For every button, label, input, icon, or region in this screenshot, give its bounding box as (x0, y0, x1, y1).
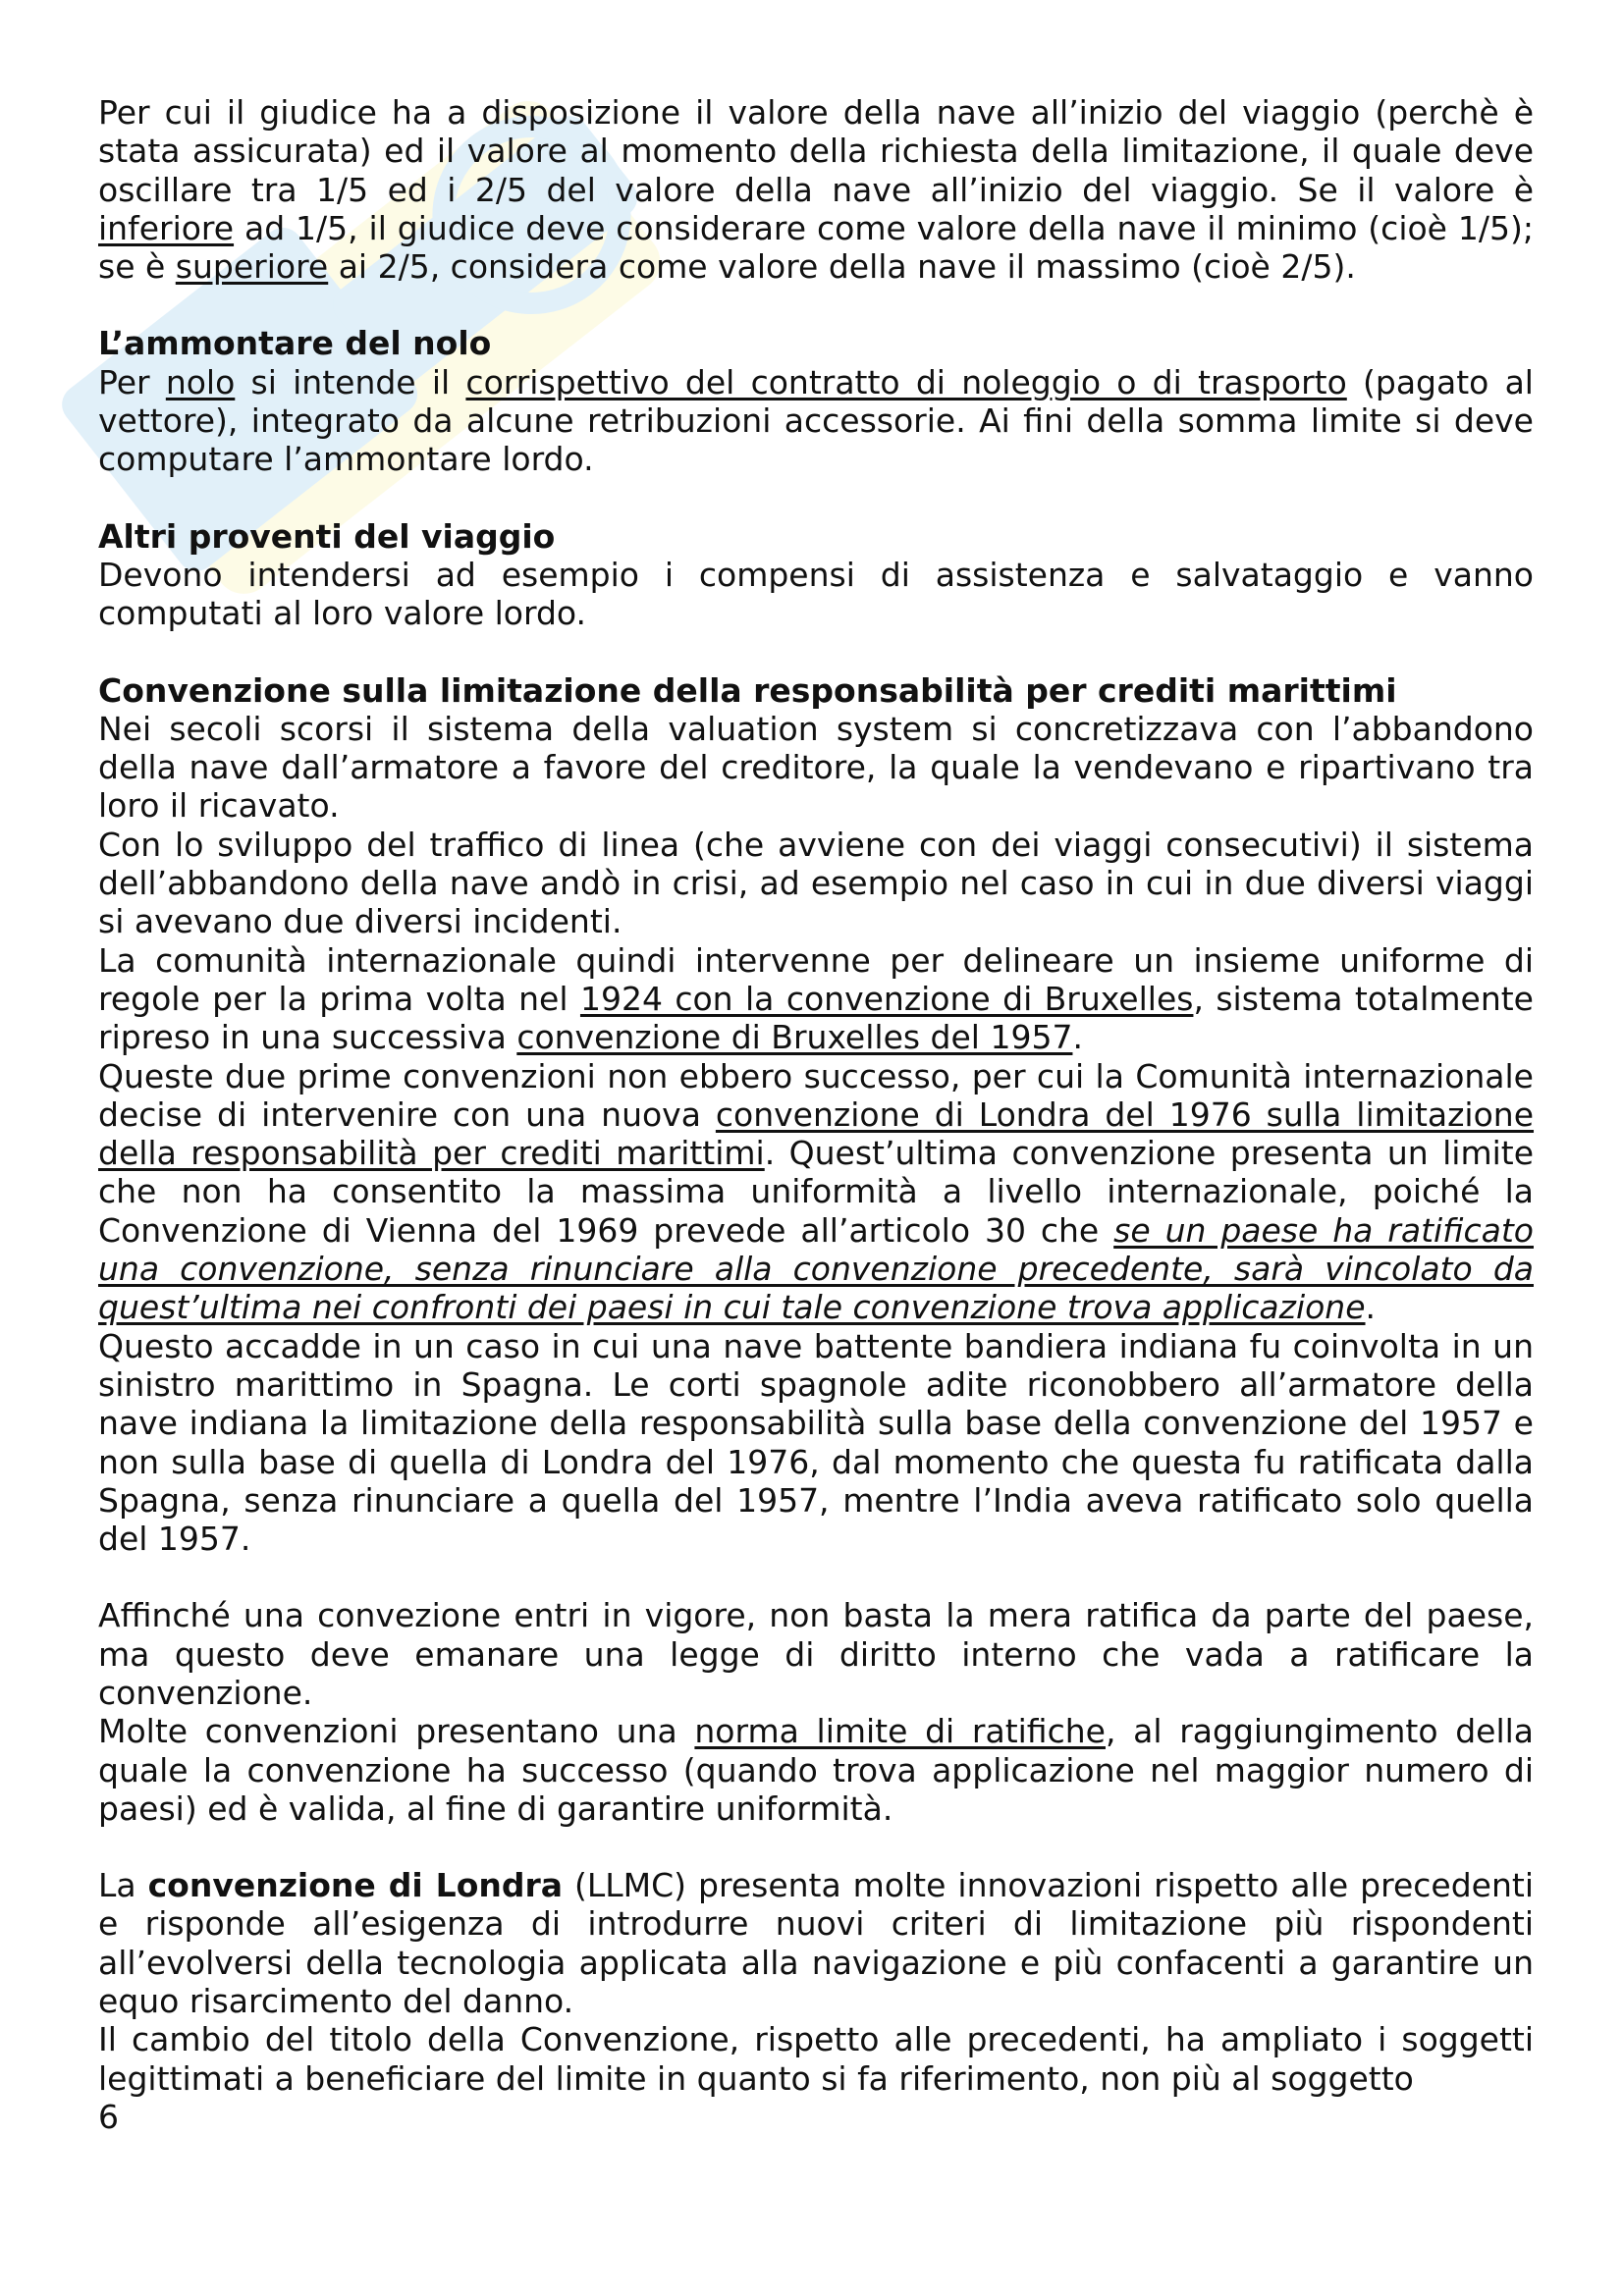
paragraph-conv-2: Con lo sviluppo del traffico di linea (che avviene con dei viaggi consecutivi) il sistema dell’abbandono della nave andò in crisi, ad esempio nel caso in cui in due diversi viaggi si avevano due diversi incidenti. (98, 825, 1534, 941)
heading-convenzione: Convenzione sulla limitazione della responsabilità per crediti marittimi (98, 670, 1397, 710)
paragraph-ratifica-1: Affinché una convezione entri in vigore, non basta la mera ratifica da parte del paese, ma questo deve emanare una legge di diritto interno che vada a ratificare la convenzione. (98, 1596, 1534, 1712)
paragraph-conv-5: Questo accadde in un caso in cui una nave battente bandiera indiana fu coinvolta in un sinistro marittimo in Spagna. Le corti spagnole adite riconobbero all’armatore della nave indiana la limitazione della responsabilità sulla base della convenzione del 1957 e non sulla base di quella di Londra del 1976, dal momento che questa fu ratificata dalla Spagna, senza rinunciare a quella del 1957, mentre l’India aveva ratificato solo quella del 1957. (98, 1326, 1534, 1559)
paragraph-valore-nave: Per cui il giudice ha a disposizione il valore della nave all’inizio del viaggio (perchè è stata assicurata) ed il valore al momento della richiesta della limitazione, il quale deve oscillare tra 1/5 ed i 2/5 del valore della nave all’inizio del viaggio. Se il valore è inferiore ad 1/5, il giudice deve considerare come valore della nave il minimo (cioè 1/5); se è superiore ai 2/5, considera come valore della nave il massimo (cioè 2/5). (98, 93, 1534, 287)
page-number: 6 (98, 2098, 119, 2136)
heading-altri-proventi: Altri proventi del viaggio (98, 516, 556, 556)
document-page (98, 93, 1534, 2098)
paragraph-titolo: Il cambio del titolo della Convenzione, rispetto alle precedenti, ha ampliato i soggetti legittimati a beneficiare del limite in quanto si fa riferimento, non più al soggetto (98, 2020, 1534, 2098)
heading-ammontare-nolo: L’ammontare del nolo (98, 324, 492, 363)
paragraph-llmc: La convenzione di Londra (LLMC) presenta molte innovazioni rispetto alle precedenti e risponde all’esigenza di introdurre nuovi criteri di limitazione più rispondenti all’evolversi della tecnologia applicata alla navigazione e più confacenti a garantire un equo risarcimento del danno. (98, 1866, 1534, 2021)
paragraph-nolo: Per nolo si intende il corrispettivo del contratto di noleggio o di trasporto (pagato al vettore), integrato da alcune retribuzioni accessorie. Ai fini della somma limite si deve computare l’ammontare lordo. (98, 362, 1534, 479)
paragraph-ratifica-2: Molte convenzioni presentano una norma limite di ratifiche, al raggiungimento della quale la convenzione ha successo (quando trova applicazione nel maggior numero di paesi) ed è valida, al fine di garantire uniformità. (98, 1712, 1534, 1828)
paragraph-proventi: Devono intendersi ad esempio i compensi di assistenza e salvataggio e vanno computati al loro valore lordo. (98, 555, 1534, 633)
paragraph-conv-4: Queste due prime convenzioni non ebbero successo, per cui la Comunità internazionale decise di intervenire con una nuova convenzione di Londra del 1976 sulla limitazione della responsabilità per crediti marittimi. Quest’ultima convenzione presenta un limite che non ha consentito la massima uniformità a livello internazionale, poiché la Convenzione di Vienna del 1969 prevede all’articolo 30 che se un paese ha ratificato una convenzione, senza rinunciare alla convenzione precedente, sarà vincolato da quest’ultima nei confronti dei paesi in cui tale convenzione trova applicazione. (98, 1056, 1535, 1327)
paragraph-conv-1: Nei secoli scorsi il sistema della valuation system si concretizzava con l’abbandono della nave dall’armatore a favore del creditore, la quale la vendevano e ripartivano tra loro il ricavato. (98, 709, 1534, 826)
paragraph-conv-3: La comunità internazionale quindi intervenne per delineare un insieme uniforme di regole per la prima volta nel 1924 con la convenzione di Bruxelles, sistema totalmente ripreso in una successiva convenzione di Bruxelles del 1957. (98, 940, 1534, 1057)
